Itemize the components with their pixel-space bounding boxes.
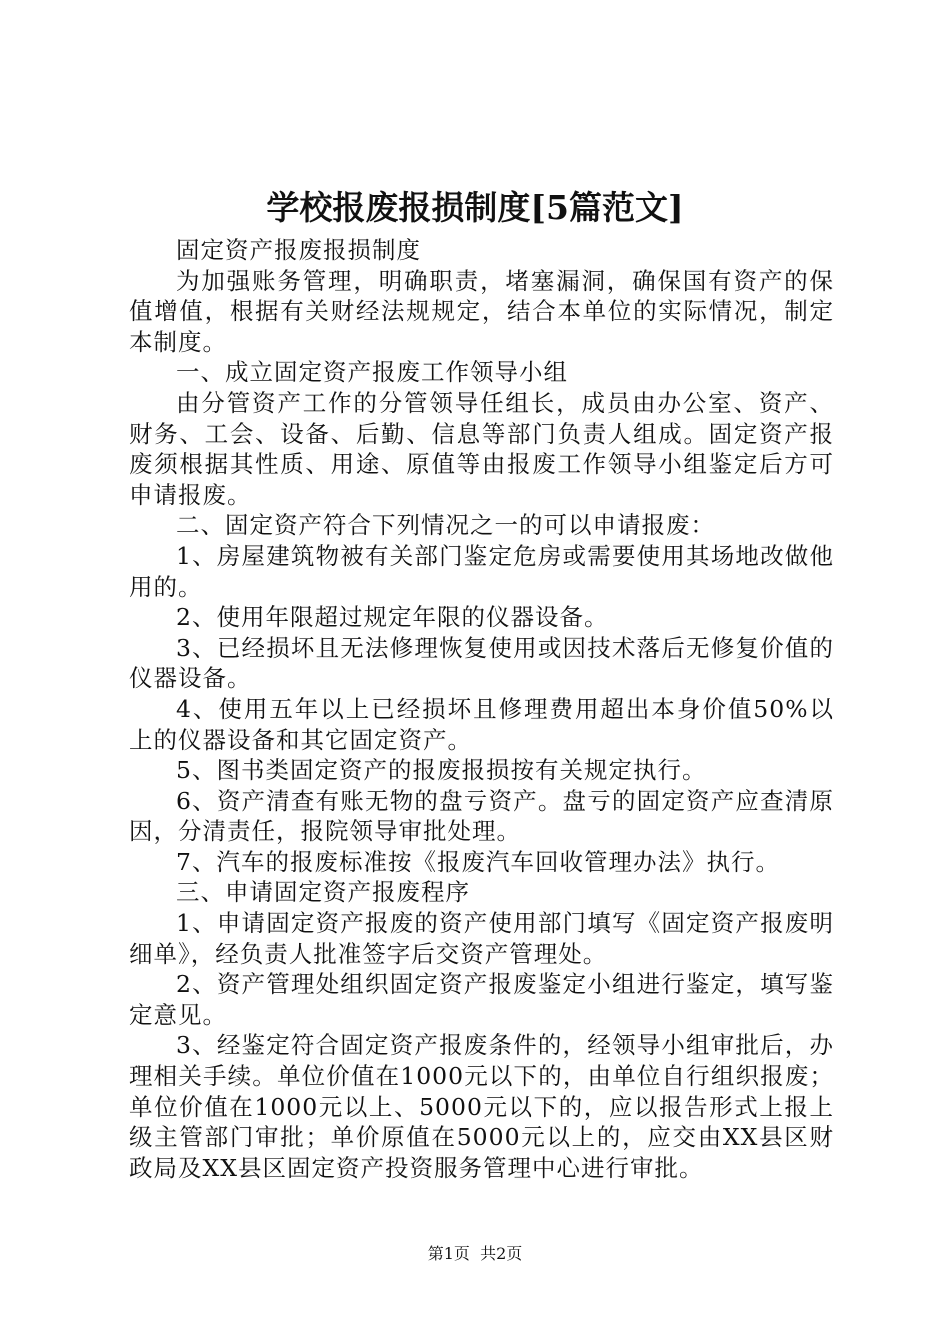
list-item: 2、资产管理处组织固定资产报废鉴定小组进行鉴定，填写鉴定意见。 (129, 970, 834, 1029)
document-title: 学校报废报损制度[5篇范文] (266, 188, 684, 227)
list-item: 3、经鉴定符合固定资产报废条件的，经领导小组审批后，办理相关手续。单位价值在1000元以下的，由单位自行组织报废；单位价值在1000元以上、5000元以下的，应以报告形式上报上级主管部门审批；单价原值在5000元以上的，应交由XX县区财政局及XX县区固定资产投资服务管理中心进行审批。 (129, 1031, 834, 1182)
paragraph-subtitle: 固定资产报废报损制度 (176, 236, 421, 264)
list-item: 1、房屋建筑物被有关部门鉴定危房或需要使用其场地改做他用的。 (129, 541, 834, 601)
list-item: 6、资产清查有账无物的盘亏资产。盘亏的固定资产应查清原因，分清责任，报院领导审批处理。 (129, 786, 834, 846)
paragraph: 由分管资产工作的分管领导任组长，成员由办公室、资产、财务、工会、设备、后勤、信息等部门负责人组成。固定资产报废须根据其性质、用途、原值等由报废工作领导小组鉴定后方可申请报废。 (129, 388, 834, 509)
section-heading-2: 二、固定资产符合下列情况之一的可以申请报废： (176, 511, 715, 540)
section-heading-3: 三、申请固定资产报废程序 (176, 878, 470, 907)
list-item: 5、图书类固定资产的报废报损按有关规定执行。 (176, 756, 707, 785)
list-item: 3、已经损坏且无法修理恢复使用或因技术落后无修复价值的仪器设备。 (129, 633, 834, 693)
list-item: 2、使用年限超过规定年限的仪器设备。 (176, 603, 609, 632)
list-item: 4、使用五年以上已经损坏且修理费用超出本身价值50%以上的仪器设备和其它固定资产。 (129, 694, 834, 754)
paragraph-intro: 为加强账务管理，明确职责，堵塞漏洞，确保国有资产的保值增值，根据有关财经法规规定，结合本单位的实际情况，制定本制度。 (129, 266, 834, 356)
document-body (129, 235, 834, 1183)
section-heading-1: 一、成立固定资产报废工作领导小组 (176, 358, 568, 387)
list-item: 1、申请固定资产报废的资产使用部门填写《固定资产报废明细单》，经负责人批准签字后交资产管理处。 (129, 909, 834, 968)
list-item: 7、汽车的报废标准按《报废汽车回收管理办法》执行。 (176, 847, 780, 876)
page-footer (0, 1243, 950, 1265)
page-number: 第1页 共2页 (427, 1244, 523, 1263)
